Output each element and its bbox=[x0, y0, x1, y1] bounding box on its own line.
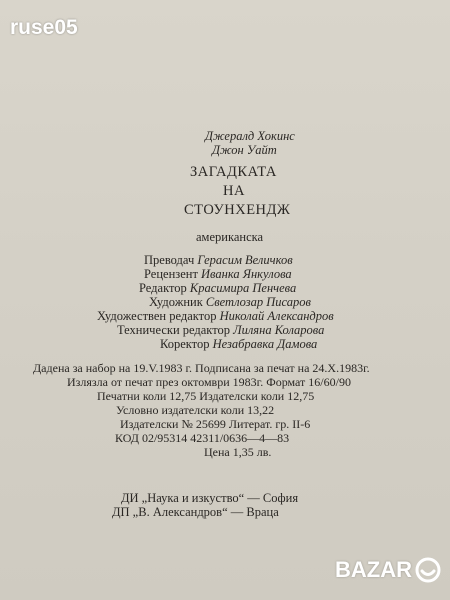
author-1: Джералд Хокинс bbox=[205, 129, 295, 143]
imprint-line-4: Условно издателски коли 13,22 bbox=[116, 403, 275, 417]
credit-line-editor bbox=[139, 281, 296, 295]
credit-name: Иванка Янкулова bbox=[201, 267, 292, 281]
publisher-line-2: ДП „В. Александров“ — Враца bbox=[112, 505, 279, 519]
credit-line-proofreader bbox=[160, 337, 317, 351]
author-2: Джон Уайт bbox=[212, 143, 277, 157]
credit-name: Красимира Пенчева bbox=[189, 281, 297, 295]
watermark-text: ruse05 bbox=[10, 16, 78, 39]
credit-line-reviewer bbox=[144, 267, 292, 281]
imprint-line-7: Цена 1,35 лв. bbox=[204, 445, 272, 459]
credit-line-art-editor bbox=[97, 309, 334, 323]
imprint-line-3: Печатни коли 12,75 Издателски коли 12,75 bbox=[97, 389, 315, 403]
credit-name: Лиляна Коларова bbox=[233, 323, 325, 337]
credit-line-artist bbox=[149, 295, 311, 309]
credit-role: Рецензент bbox=[144, 267, 198, 281]
credit-role: Преводач bbox=[144, 253, 195, 267]
credit-role: Редактор bbox=[139, 281, 187, 295]
bazar-logo bbox=[335, 556, 442, 584]
title-line-3: СТОУНХЕНДЖ bbox=[184, 202, 291, 218]
credit-line-translator bbox=[144, 253, 293, 267]
imprint-line-1: Дадена за набор на 19.V.1983 г. Подписана за печат на 24.X.1983г. bbox=[33, 361, 370, 375]
credit-name: Светлозар Писаров bbox=[205, 295, 311, 309]
imprint-line-5: Издателски № 25699 Литерат. гр. II-6 bbox=[120, 417, 311, 431]
credit-name: Герасим Величков bbox=[197, 253, 293, 267]
credit-name: Незабравка Дамова bbox=[212, 337, 318, 351]
title-line-2: НА bbox=[223, 183, 245, 199]
imprint-line-2: Излязла от печат през октомври 1983г. Формат 16/60/90 bbox=[67, 375, 351, 389]
credit-name: Николай Александров bbox=[219, 309, 334, 323]
nationality: американска bbox=[196, 230, 264, 244]
logo-text: BAZAR bbox=[335, 557, 412, 582]
credit-role: Художествен редактор bbox=[97, 309, 217, 323]
imprint-line-6: КОД 02/95314 42311/0636—4—83 bbox=[115, 431, 290, 445]
title-line-1: ЗАГАДКАТА bbox=[190, 164, 277, 180]
credit-role: Технически редактор bbox=[117, 323, 231, 337]
credit-role: Коректор bbox=[160, 337, 210, 351]
credit-line-tech-editor bbox=[117, 323, 324, 337]
smile-icon bbox=[414, 556, 442, 584]
credit-role: Художник bbox=[149, 295, 203, 309]
publisher-line-1: ДИ „Наука и изкуство“ — София bbox=[121, 491, 299, 505]
